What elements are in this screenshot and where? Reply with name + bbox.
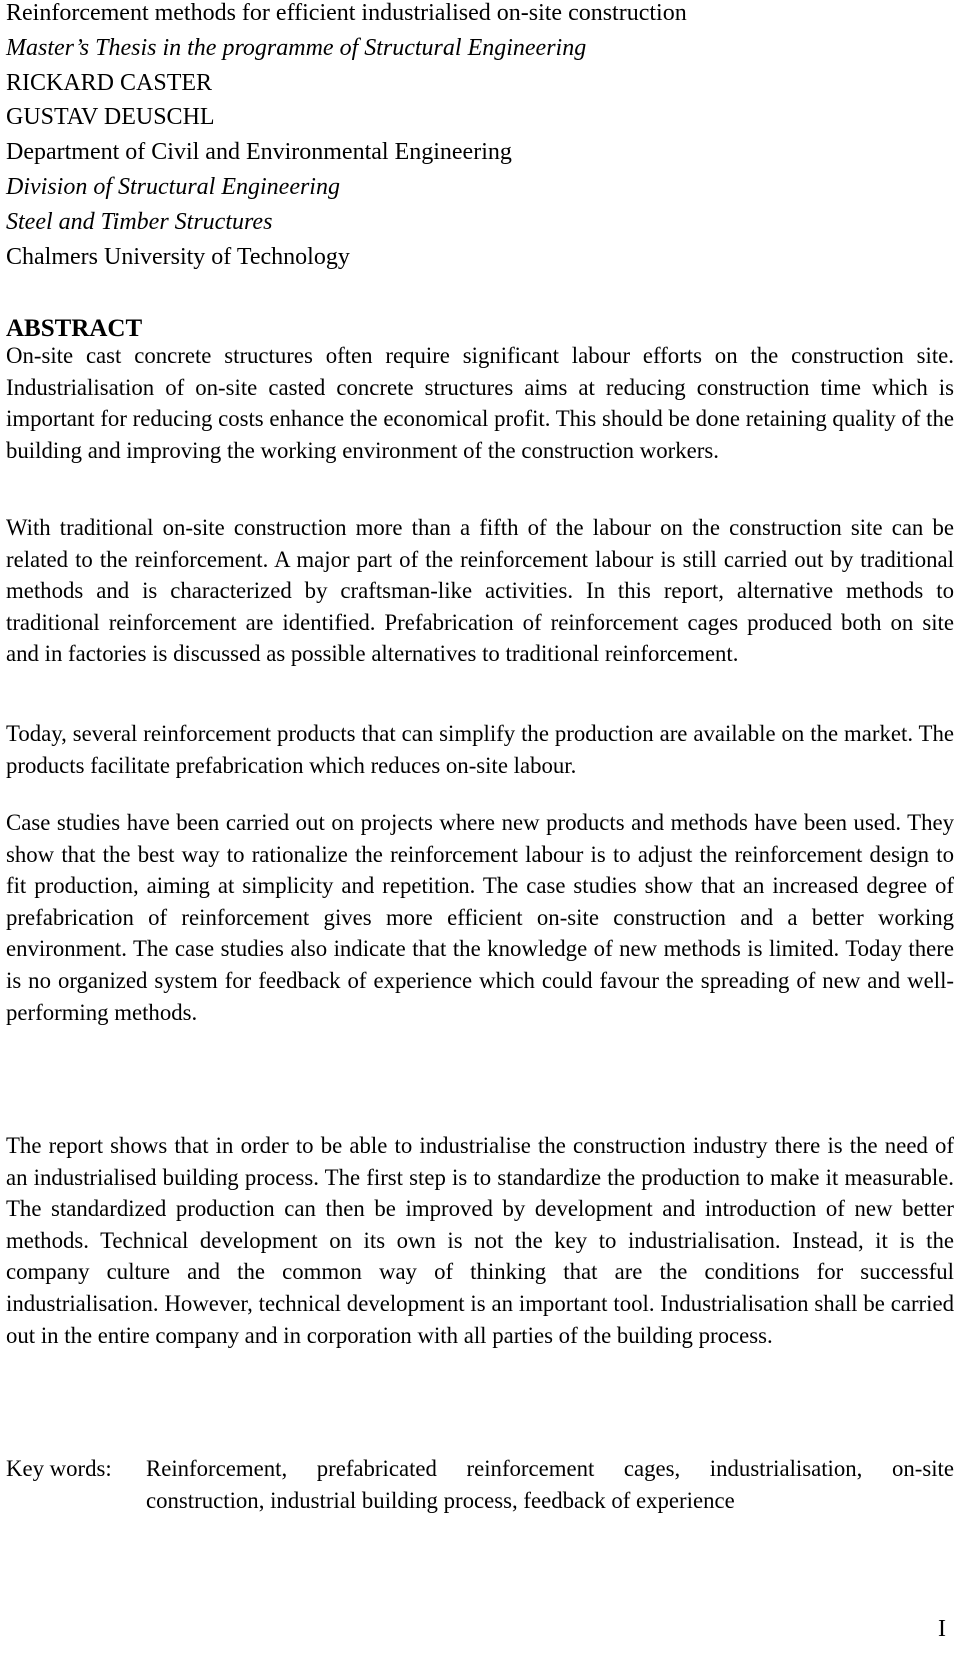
- page-number: I: [938, 1616, 946, 1642]
- abstract-paragraph-2: With traditional on-site construction more than a fifth of the labour on the construction site can be related to the reinforcement. A major part of the reinforcement labour is still carried out by traditional methods and is characterized by craftsman-like activities. In this report, alternative methods to traditional reinforcement are identified. Prefabrication of reinforcement cages produced both on site and in factories is discussed as possible alternatives to traditional reinforcement.: [6, 515, 954, 667]
- abstract-paragraph-5: The report shows that in order to be able to industrialise the construction industry there is the need of an industrialised building process. The first step is to standardize the production to make it measurable. The standardized production can then be improved by development and introduction of new better methods. Technical development on its own is not the key to industrialisation. Instead, it is the company culture and the common way of thinking that are the conditions for successful industrialisation. However, technical development is an important tool. Industrialisation shall be carried out in the entire company and in corporation with all parties of the building process.: [6, 1133, 954, 1348]
- university-name: Chalmers University of Technology: [6, 243, 350, 270]
- keywords-block: [6, 1453, 954, 1516]
- division-name: Division of Structural Engineering: [6, 173, 340, 200]
- keywords-list: Reinforcement, prefabricated reinforcement cages, industrialisation, on-site construction, industrial building process, feedback of experience: [146, 1456, 954, 1513]
- thesis-header: [6, 0, 687, 274]
- thesis-title: Reinforcement methods for efficient industrialised on-site construction: [6, 0, 687, 26]
- abstract-paragraph-4: Case studies have been carried out on projects where new products and methods have been used. They show that the best way to rationalize the reinforcement labour is to adjust the reinforcement design to fit production, aiming at simplicity and repetition. The case studies show that an increased degree of prefabrication of reinforcement gives more efficient on-site construction and a better working environment. The case studies also indicate that the knowledge of new methods is limited. Today there is no organized system for feedback of experience which could favour the spreading of new and well-performing methods.: [6, 810, 954, 1025]
- department-name: Department of Civil and Environmental Engineering: [6, 139, 512, 166]
- research-group-name: Steel and Timber Structures: [6, 208, 273, 235]
- abstract-paragraph-1: On-site cast concrete structures often require significant labour efforts on the construction site. Industrialisation of on-site casted concrete structures aims at reducing construction time which is important for reducing costs enhance the economical profit. This should be done retaining quality of the building and improving the working environment of the construction workers.: [6, 343, 954, 463]
- keywords-label: Key words:: [6, 1456, 112, 1481]
- author-name-1: RICKARD CASTER: [6, 69, 213, 96]
- abstract-heading: ABSTRACT: [6, 315, 143, 342]
- author-name-2: GUSTAV DEUSCHL: [6, 104, 215, 131]
- abstract-paragraph-3: Today, several reinforcement products that can simplify the production are available on the market. The products facilitate prefabrication which reduces on-site labour.: [6, 721, 954, 778]
- thesis-programme: Master’s Thesis in the programme of Structural Engineering: [6, 34, 587, 61]
